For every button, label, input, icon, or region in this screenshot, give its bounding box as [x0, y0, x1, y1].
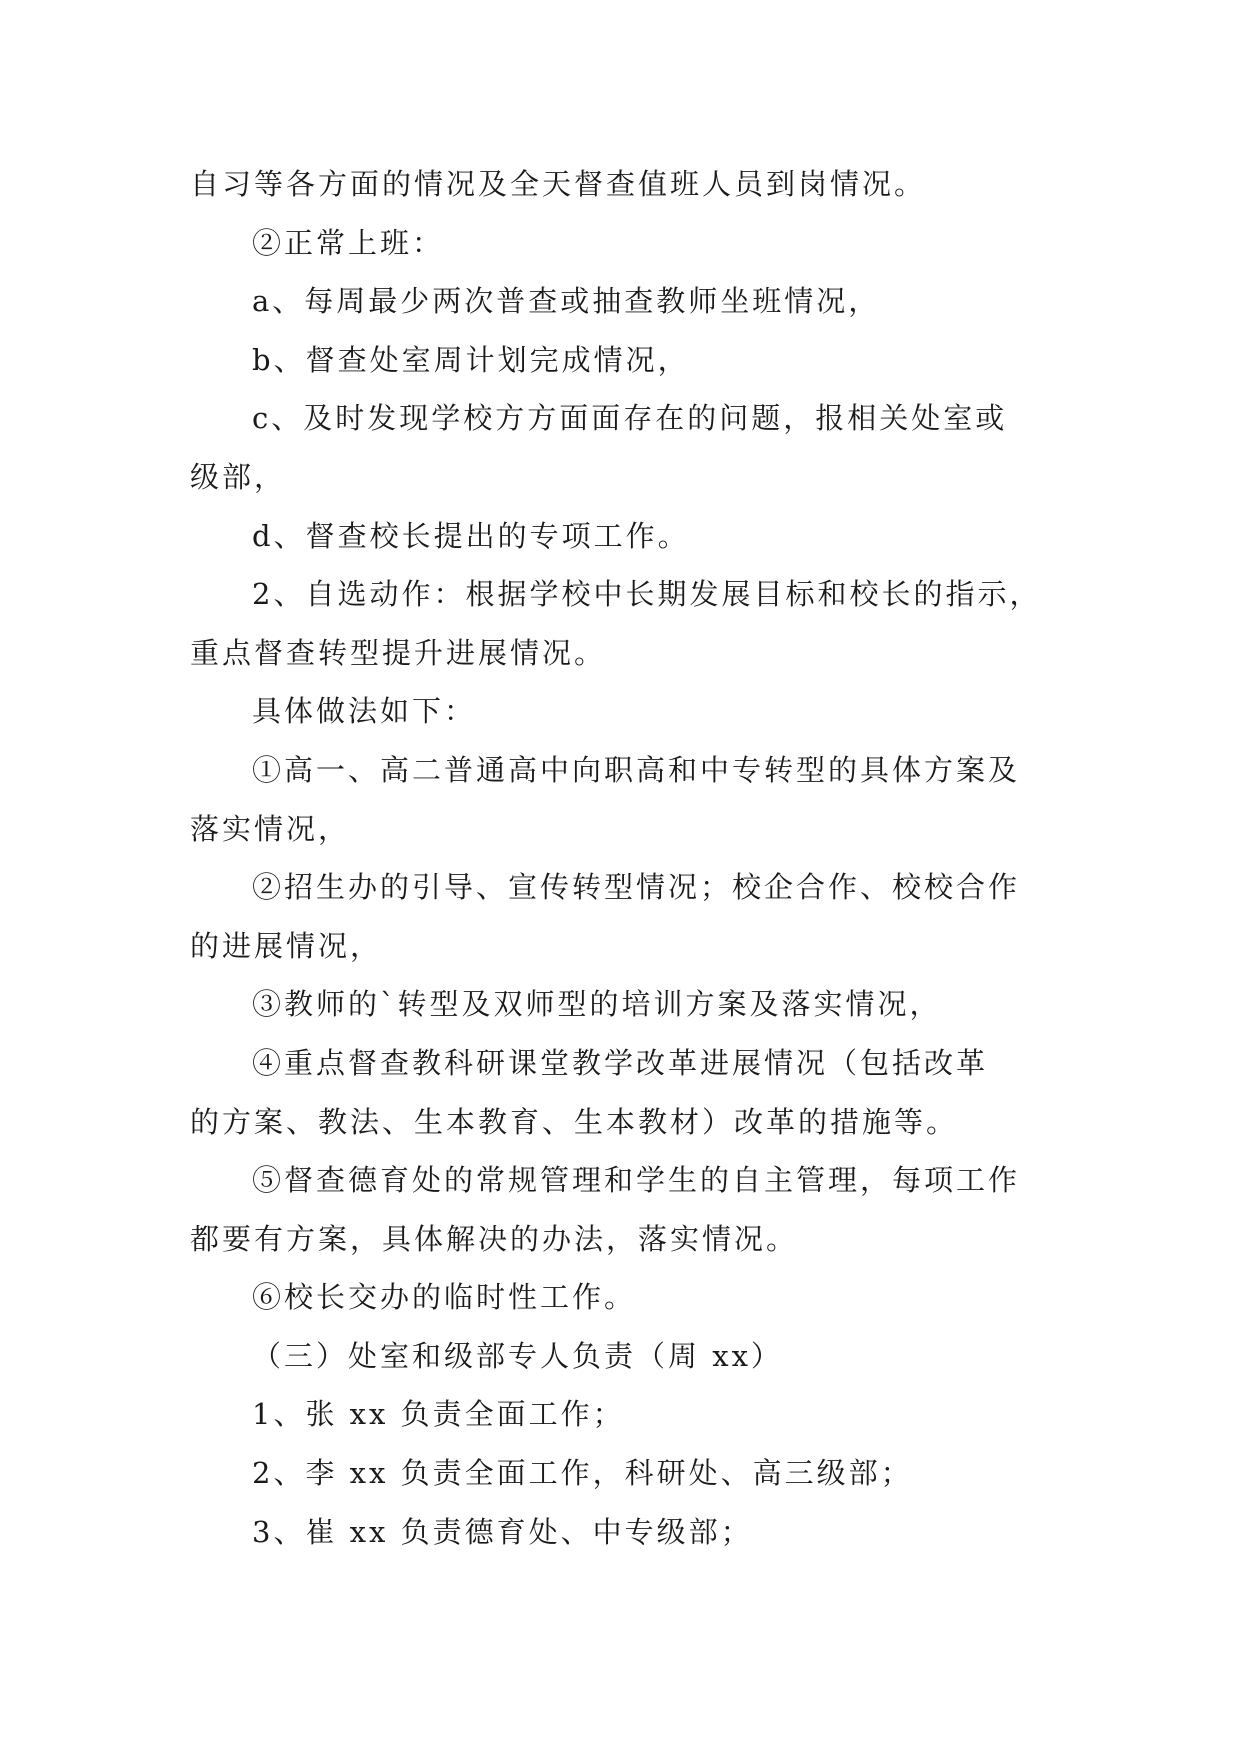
line-12: 落实情况，: [190, 811, 351, 846]
line-10: 具体做法如下：: [252, 694, 477, 729]
line-13: ②招生办的引导、宣传转型情况；校企合作、校校合作: [252, 870, 1021, 905]
line-11: ①高一、高二普通高中向职高和中专转型的具体方案及: [252, 752, 1021, 787]
line-20: ⑥校长交办的临时性工作。: [252, 1280, 637, 1315]
line-6: 级部，: [190, 459, 287, 494]
line-19: 都要有方案，具体解决的办法，落实情况。: [190, 1221, 799, 1256]
line-24: 3、崔 xx 负责德育处、中专级部；: [252, 1514, 753, 1549]
line-16: ④重点督查教科研课堂教学改革进展情况（包括改革: [252, 1045, 989, 1080]
line-2: ②正常上班：: [252, 225, 445, 260]
line-14: 的进展情况，: [190, 928, 383, 963]
line-17: 的方案、教法、生本教育、生本教材）改革的措施等。: [190, 1104, 959, 1139]
line-1: 自习等各方面的情况及全天督查值班人员到岗情况。: [190, 167, 927, 201]
line-3: a、每周最少两次普查或抽查教师坐班情况，: [252, 284, 881, 319]
line-5: c、及时发现学校方方面面存在的问题，报相关处室或: [252, 401, 1008, 436]
line-4: b、督查处室周计划完成情况，: [252, 342, 690, 377]
line-22: 1、张 xx 负责全面工作；: [252, 1397, 625, 1432]
line-21: （三）处室和级部专人负责（周 xx）: [252, 1338, 783, 1373]
line-23: 2、李 xx 负责全面工作，科研处、高三级部；: [252, 1456, 913, 1491]
line-18: ⑤督查德育处的常规管理和学生的自主管理，每项工作: [252, 1163, 1021, 1198]
line-8: 2、自选动作：根据学校中长期发展目标和校长的指示，: [252, 577, 1042, 612]
line-15: ③教师的`转型及双师型的培训方案及落实情况，: [252, 987, 942, 1022]
line-7: d、督查校长提出的专项工作。: [252, 518, 690, 553]
document-body: [190, 155, 1060, 1561]
line-9: 重点督查转型提升进展情况。: [190, 635, 607, 670]
